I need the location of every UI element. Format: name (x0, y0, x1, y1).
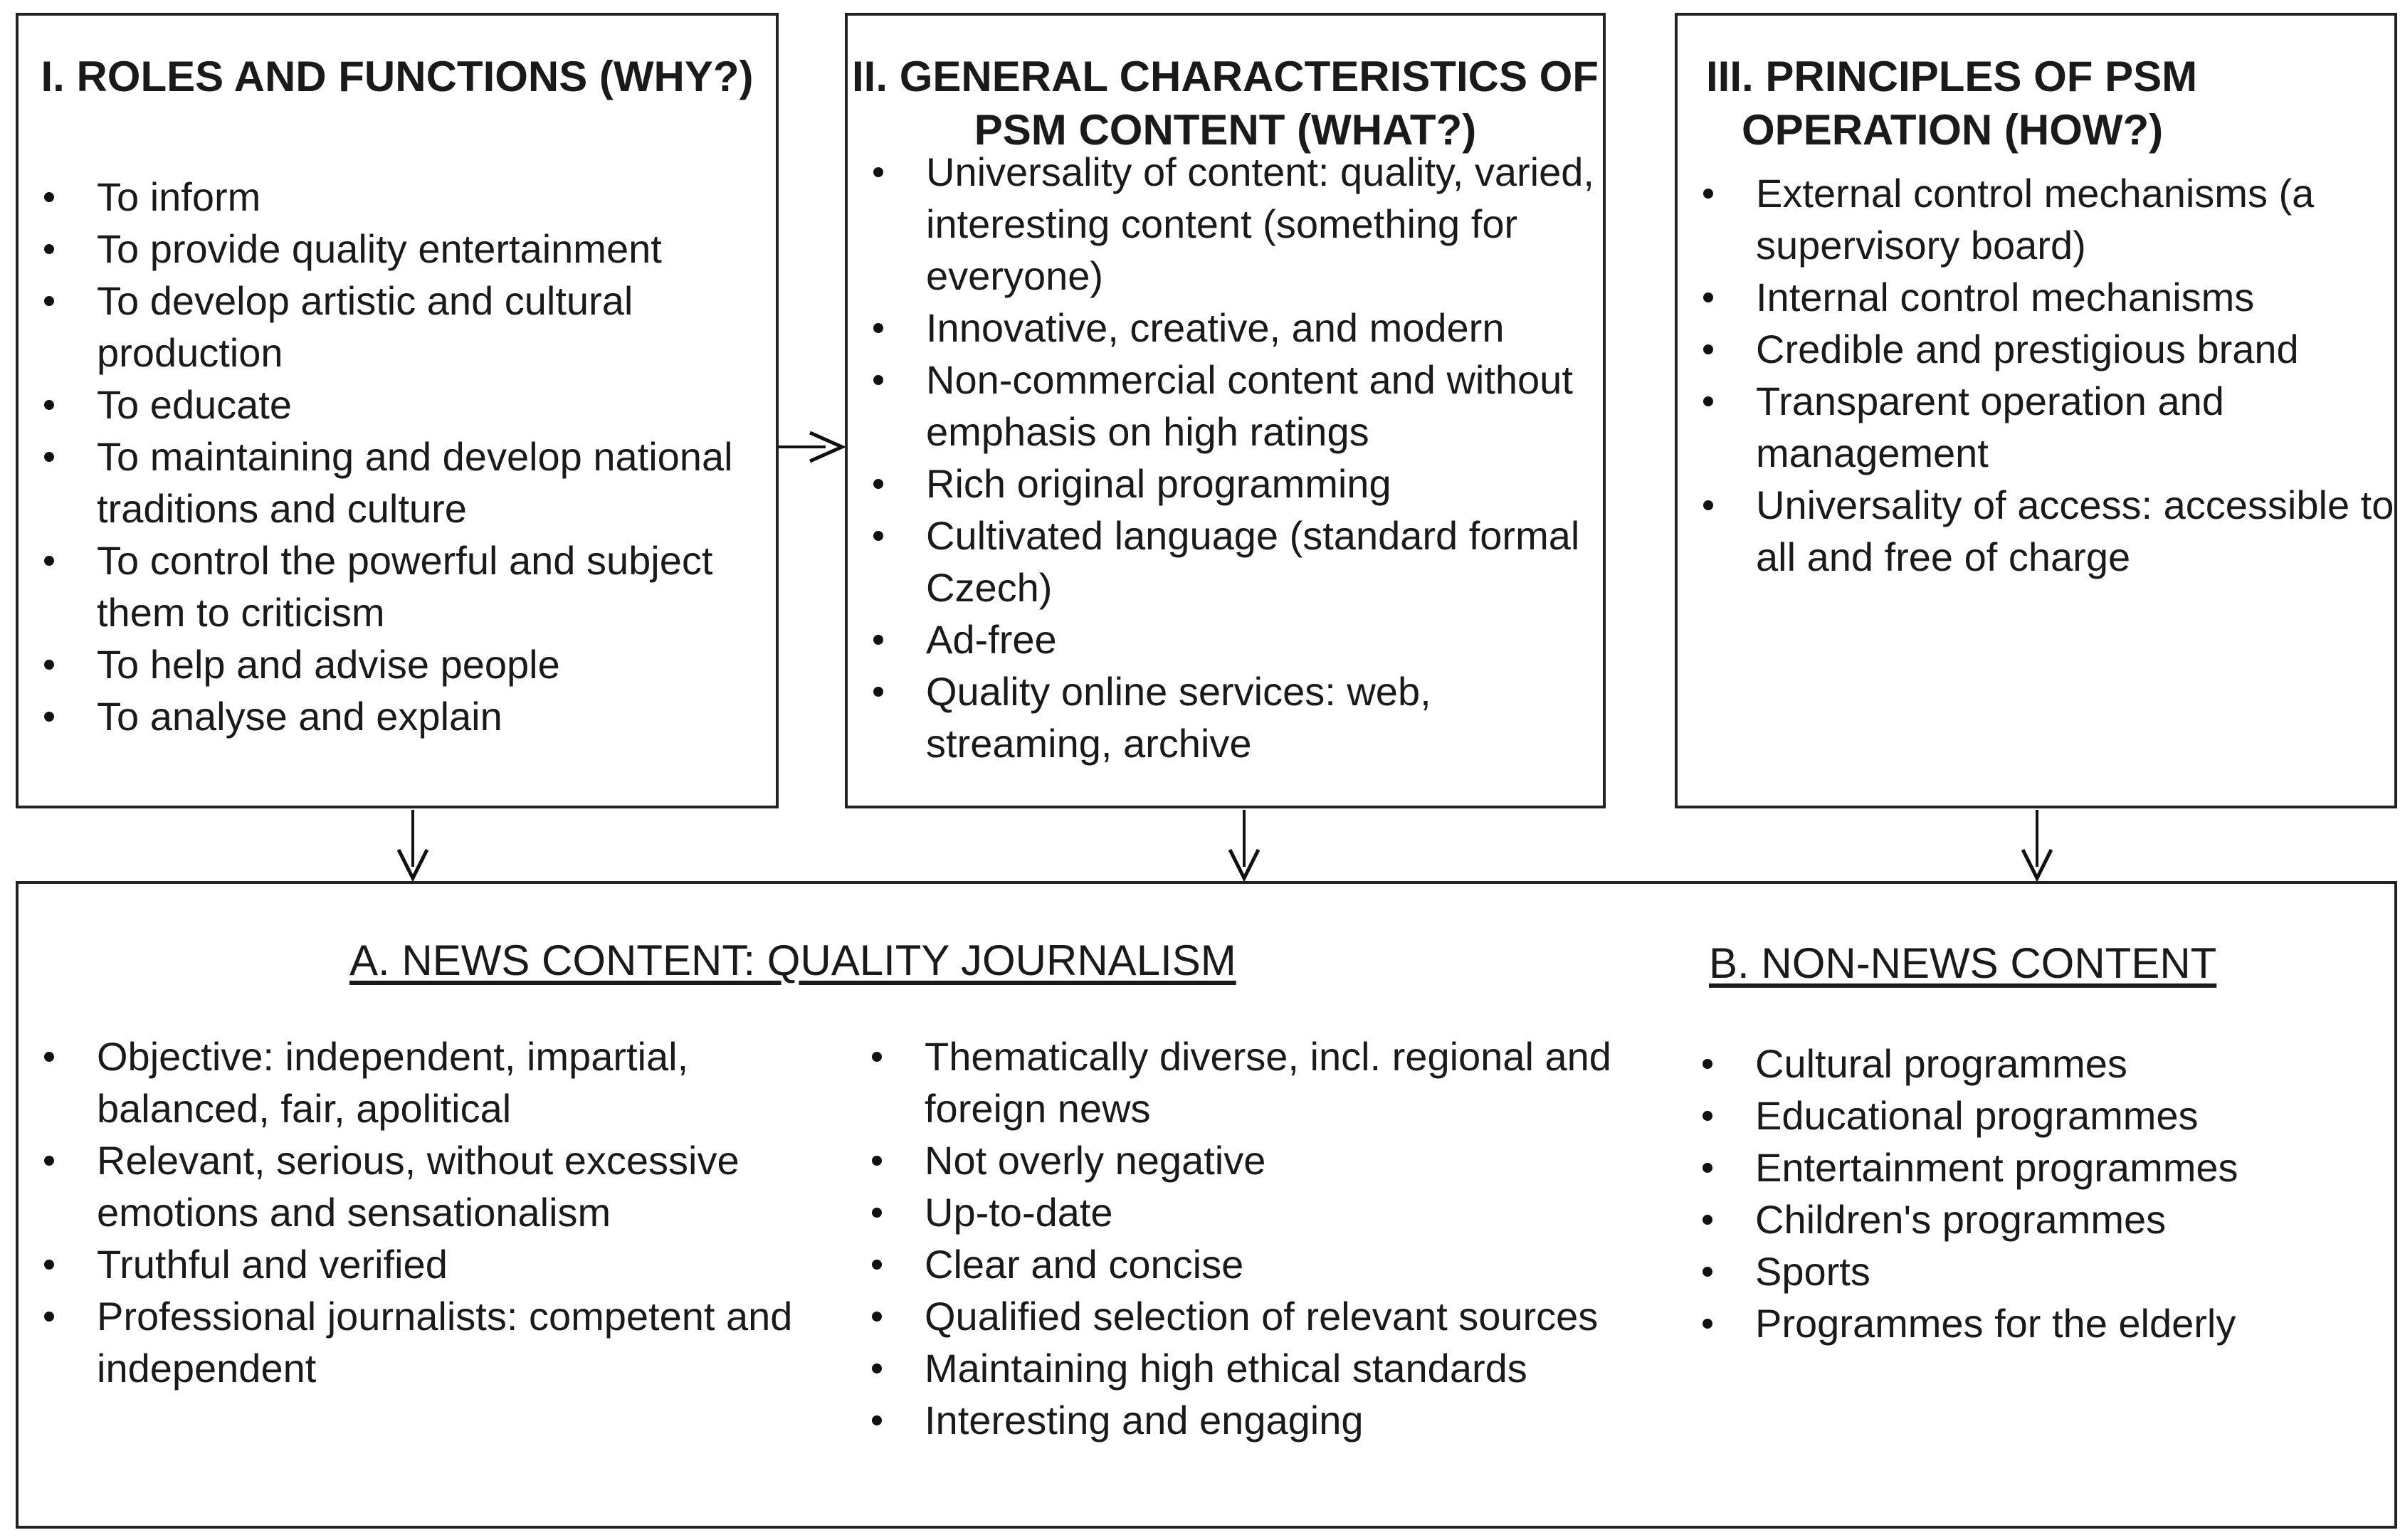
list-item: To analyse and explain (19, 690, 776, 742)
list-item: Educational programmes (1677, 1090, 2389, 1141)
non-news-list (1677, 1038, 2389, 1349)
list-item: To provide quality entertainment (19, 223, 776, 275)
list-item: To inform (19, 171, 776, 223)
list-item: Innovative, creative, and modern (848, 302, 1603, 354)
list-item: External control mechanisms (a supervisory board) (1678, 167, 2394, 271)
principles-box (1675, 13, 2397, 808)
non-news-heading: B. NON-NEWS CONTENT (1709, 939, 2217, 987)
list-item: Objective: independent, impartial, balanced, fair, apolitical (19, 1030, 816, 1134)
list-item: Universality of access: accessible to all and free of charge (1678, 479, 2394, 583)
list-item: To control the powerful and subject them to criticism (19, 534, 776, 638)
list-item: Cultivated language (standard formal Czech) (848, 510, 1603, 613)
list-item: To maintaining and develop national traditions and culture (19, 431, 776, 534)
list-item: Ad-free (848, 613, 1603, 665)
list-item: Sports (1677, 1245, 2389, 1297)
principles-title (1706, 50, 2197, 157)
list-item: Non-commercial content and without emphasis on high ratings (848, 354, 1603, 458)
principles-title-line1: III. PRINCIPLES OF PSM (1706, 53, 2198, 100)
list-item: To educate (19, 379, 776, 431)
list-item: Universality of content: quality, varied, interesting content (something for everyone) (848, 146, 1603, 302)
list-item: Maintaining high ethical standards (846, 1342, 1629, 1394)
list-item: Transparent operation and management (1678, 375, 2394, 479)
roles-list (19, 171, 776, 742)
characteristics-title: II. GENERAL CHARACTERISTICS OF PSM CONTENT (WHAT?) (852, 53, 1599, 154)
roles-title: I. ROLES AND FUNCTIONS (WHY?) (41, 53, 754, 100)
list-item: Credible and prestigious brand (1678, 323, 2394, 375)
characteristics-list (848, 146, 1603, 769)
list-item: To develop artistic and cultural production (19, 275, 776, 379)
characteristics-box (845, 13, 1606, 808)
news-list-right (846, 1030, 1629, 1446)
news-heading: A. NEWS CONTENT: QUALITY JOURNALISM (349, 937, 1236, 984)
list-item: Thematically diverse, incl. regional and foreign news (846, 1030, 1629, 1134)
list-item: Not overly negative (846, 1134, 1629, 1186)
list-item: Clear and concise (846, 1238, 1629, 1290)
list-item: Truthful and verified (19, 1238, 816, 1290)
principles-title-line2: OPERATION (HOW?) (1742, 106, 2164, 154)
principles-list (1678, 167, 2394, 583)
news-list-left (19, 1030, 816, 1394)
list-item: Entertainment programmes (1677, 1141, 2389, 1193)
list-item: Qualified selection of relevant sources (846, 1290, 1629, 1342)
list-item: Children's programmes (1677, 1193, 2389, 1245)
list-item: Programmes for the elderly (1677, 1297, 2389, 1349)
list-item: Quality online services: web, streaming, archive (848, 665, 1603, 769)
list-item: Interesting and engaging (846, 1394, 1629, 1446)
content-box (16, 881, 2397, 1529)
list-item: Up-to-date (846, 1186, 1629, 1238)
list-item: Relevant, serious, without excessive emotions and sensationalism (19, 1134, 816, 1238)
list-item: Internal control mechanisms (1678, 271, 2394, 323)
roles-box (16, 13, 779, 808)
list-item: Cultural programmes (1677, 1038, 2389, 1090)
list-item: Professional journalists: competent and independent (19, 1290, 816, 1394)
list-item: To help and advise people (19, 638, 776, 690)
list-item: Rich original programming (848, 458, 1603, 510)
